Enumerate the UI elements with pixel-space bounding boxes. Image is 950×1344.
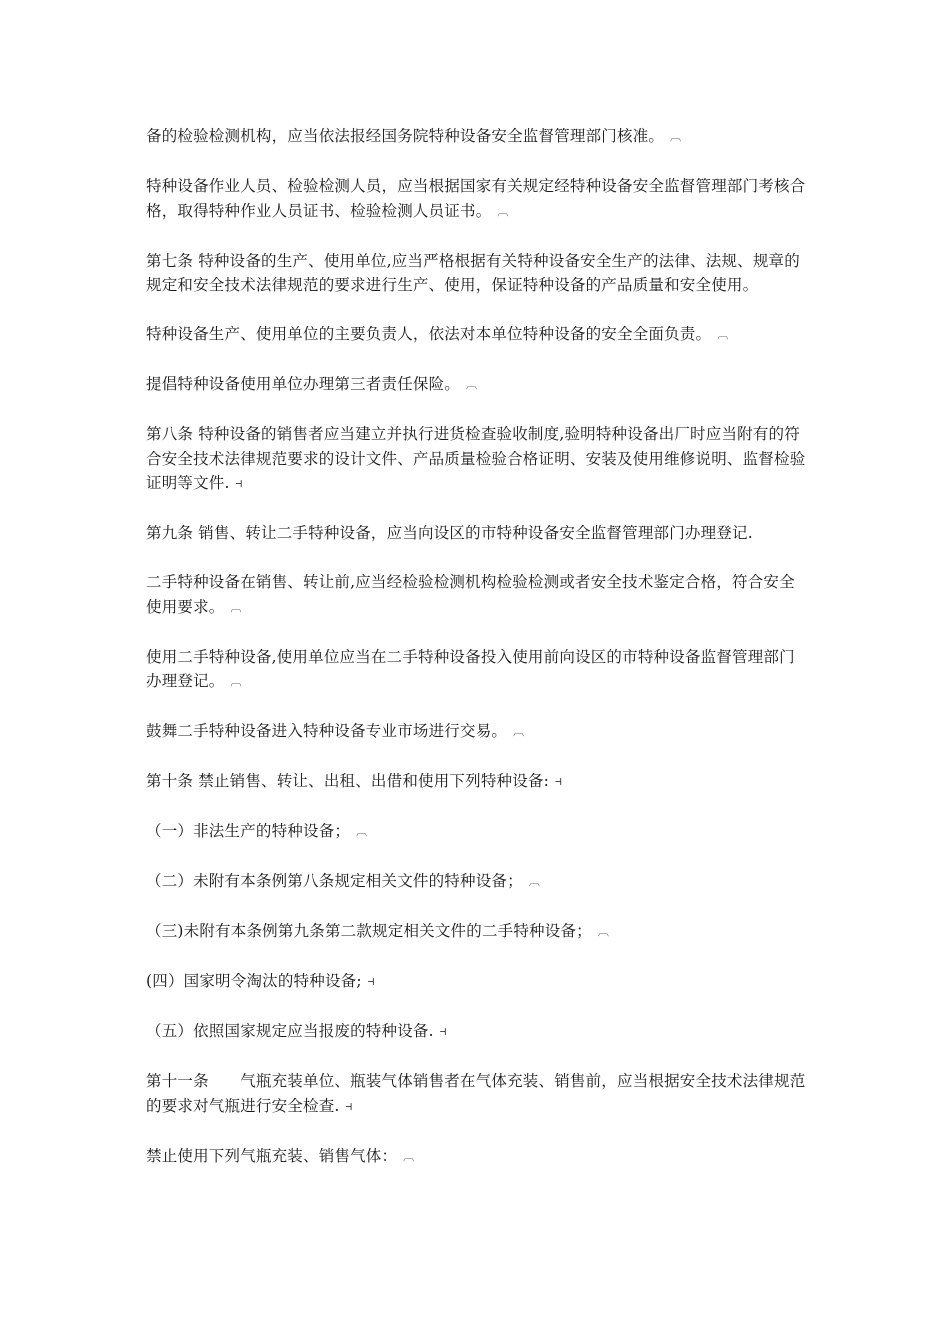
paragraph-5 xyxy=(146,372,810,398)
paragraph-text: （五）依照国家规定应当报废的特种设备. xyxy=(146,1022,434,1040)
article-11 xyxy=(146,1069,810,1119)
paragraph-text: (四）国家明令淘汰的特种设备; xyxy=(146,972,362,990)
paragraph-mark-icon: ︹ xyxy=(528,875,541,888)
paragraph-mark-icon: ︹ xyxy=(597,925,610,938)
paragraph-text: 使用二手特种设备,使用单位应当在二手特种设备投入使用前向设区的市特种设备监督管理部门办理登记。 xyxy=(146,647,795,690)
paragraph-9 xyxy=(146,645,810,695)
paragraph-2 xyxy=(146,174,810,224)
paragraph-mark-icon: ︹ xyxy=(717,328,729,341)
paragraph-mark-icon: ⊣ xyxy=(439,1025,447,1038)
paragraph-text: 鼓舞二手特种设备进入特种设备专业市场进行交易。 xyxy=(146,722,508,740)
list-item-4 xyxy=(146,969,810,995)
paragraph-4 xyxy=(146,322,810,348)
paragraph-mark-icon: ︹ xyxy=(403,1149,415,1163)
paragraph-mark-icon: ︹ xyxy=(356,825,368,838)
article-10 xyxy=(146,769,810,795)
paragraph-mark-icon: ︹ xyxy=(466,378,478,391)
paragraph-mark-icon: ︹ xyxy=(497,204,509,218)
paragraph-mark-icon: ︹ xyxy=(670,130,682,143)
paragraph-text: 第八条 特种设备的销售者应当建立并执行进货检查验收制度,验明特种设备出厂时应当附有的符合安全技术法律规范要求的设计文件、产品质量检验合格证明、安装及使用维修说明、监督检验证明等文件. xyxy=(146,425,806,492)
paragraph-text: 第七条 特种设备的生产、使用单位,应当严格根据有关特种设备安全生产的法律、法规、规章的规定和安全技术法律规范的要求进行生产、使用，保证特种设备的产品质量和安全使用。 xyxy=(146,251,800,294)
article-9 xyxy=(146,521,810,546)
paragraph-mark-icon: ⊣ xyxy=(345,1099,353,1113)
list-item-3 xyxy=(146,919,810,945)
paragraph-8 xyxy=(146,570,810,620)
article-7 xyxy=(146,249,810,298)
paragraph-1 xyxy=(146,124,810,150)
paragraph-text: （三)未附有本条例第九条第二款规定相关文件的二手特种设备； xyxy=(146,922,592,940)
paragraph-mark-icon: ︹ xyxy=(230,600,242,614)
paragraph-text: 第十一条 气瓶充装单位、瓶装气体销售者在气体充装、销售前，应当根据安全技术法律规范的要求对气瓶进行安全检查. xyxy=(146,1072,806,1115)
paragraph-text: 备的检验检测机构，应当依法报经国务院特种设备安全监督管理部门核准。 xyxy=(146,127,665,145)
article-8 xyxy=(146,422,810,497)
document-body xyxy=(146,124,810,1194)
paragraph-mark-icon: ︹ xyxy=(513,725,525,738)
paragraph-mark-icon: ⊣ xyxy=(555,775,562,788)
list-item-2 xyxy=(146,869,810,895)
paragraph-text: 提倡特种设备使用单位办理第三者责任保险。 xyxy=(146,375,461,393)
paragraph-text: 二手特种设备在销售、转让前,应当经检验检测机构检验检测或者安全技术鉴定合格，符合安全使用要求。 xyxy=(146,573,795,616)
paragraph-mark-icon: ⊣ xyxy=(235,477,243,490)
list-item-1 xyxy=(146,819,810,845)
paragraph-10 xyxy=(146,719,810,745)
paragraph-text: 特种设备生产、使用单位的主要负责人，依法对本单位特种设备的安全全面负责。 xyxy=(146,325,712,343)
list-item-5 xyxy=(146,1019,810,1045)
paragraph-text: 第九条 销售、转让二手特种设备，应当向设区的市特种设备安全监督管理部门办理登记. xyxy=(146,524,753,542)
paragraph-text: （一）非法生产的特种设备； xyxy=(146,822,351,840)
paragraph-text: 禁止使用下列气瓶充装、销售气体： xyxy=(146,1146,398,1165)
paragraph-mark-icon: ︹ xyxy=(230,675,242,688)
paragraph-mark-icon: ⊣ xyxy=(367,975,375,988)
paragraph-text: 特种设备作业人员、检验检测人员，应当根据国家有关规定经特种设备安全监督管理部门考核合格，取得特种作业人员证书、检验检测人员证书。 xyxy=(146,177,806,220)
paragraph-text: 第十条 禁止销售、转让、出租、出借和使用下列特种设备: xyxy=(146,772,550,790)
paragraph-18 xyxy=(146,1144,810,1170)
paragraph-text: （二）未附有本条例第八条规定相关文件的特种设备； xyxy=(146,872,523,890)
